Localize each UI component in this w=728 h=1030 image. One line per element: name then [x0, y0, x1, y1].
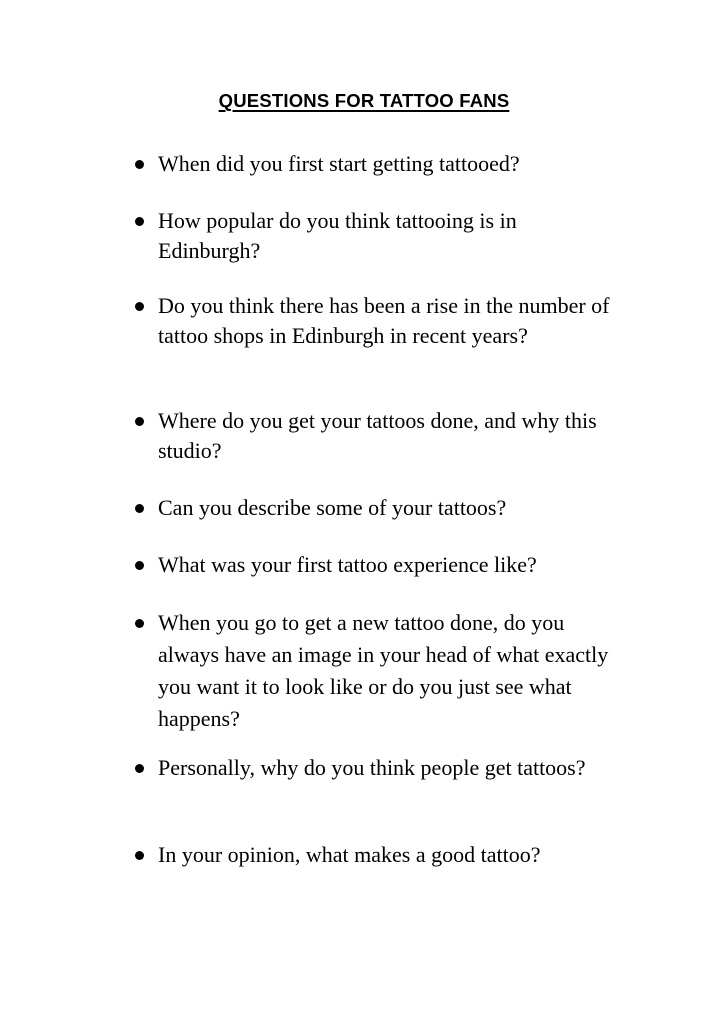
bullet-icon — [135, 851, 144, 860]
question-text: Can you describe some of your tattoos? — [158, 495, 507, 520]
question-item — [135, 149, 615, 179]
question-text: What was your first tattoo experience like? — [158, 552, 537, 577]
bullet-icon — [135, 417, 144, 426]
bullet-icon — [135, 160, 144, 169]
bullet-icon — [135, 504, 144, 513]
bullet-icon — [135, 619, 144, 628]
question-item — [135, 753, 615, 783]
question-text: Personally, why do you think people get tattoos? — [158, 755, 586, 780]
question-text: When you go to get a new tattoo done, do you always have an image in your head of what exactly you want it to look like or do you just see what happens? — [158, 610, 609, 731]
question-item — [135, 840, 615, 870]
bullet-icon — [135, 302, 144, 311]
bullet-icon — [135, 764, 144, 773]
question-text: Do you think there has been a rise in the number of tattoo shops in Edinburgh in recent years? — [158, 293, 610, 348]
bullet-icon — [135, 217, 144, 226]
question-item — [135, 206, 615, 266]
question-text: In your opinion, what makes a good tattoo? — [158, 842, 541, 867]
bullet-icon — [135, 561, 144, 570]
question-text: When did you first start getting tattooed? — [158, 151, 520, 176]
question-item — [135, 406, 615, 466]
question-item — [135, 493, 615, 523]
question-item — [135, 291, 615, 351]
question-text: Where do you get your tattoos done, and why this studio? — [158, 408, 597, 463]
question-item — [135, 607, 615, 735]
document-title-text: QUESTIONS FOR TATTOO FANS — [218, 90, 510, 111]
document-title — [0, 90, 728, 112]
question-text: How popular do you think tattooing is in Edinburgh? — [158, 208, 517, 263]
question-item — [135, 550, 615, 580]
